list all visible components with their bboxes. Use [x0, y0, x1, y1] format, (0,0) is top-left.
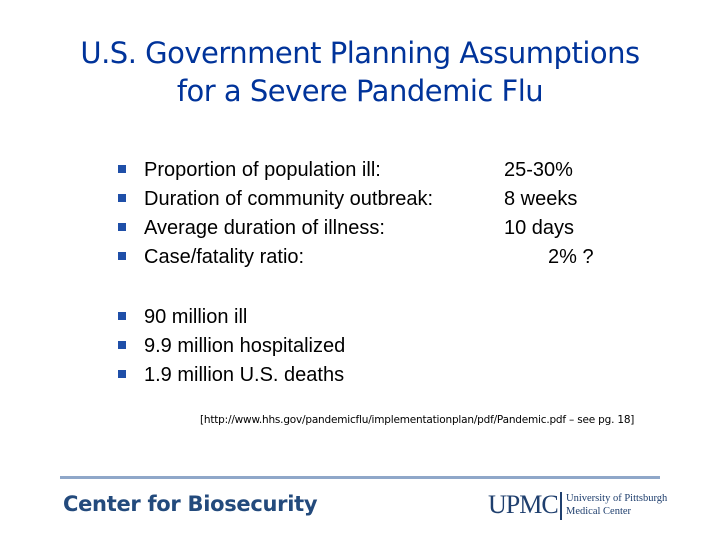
outcome-item: [118, 303, 678, 332]
assumption-item: [118, 214, 678, 243]
center-for-biosecurity-logo: Center for Biosecurity: [63, 492, 318, 516]
square-bullet-icon: [118, 194, 126, 202]
outcome-item: [118, 361, 678, 390]
slide-title: [0, 34, 720, 110]
outcome-item: [118, 332, 678, 361]
assumptions-list: [118, 156, 678, 272]
footer-divider: [60, 476, 660, 479]
slide-title-line-1: U.S. Government Planning Assumptions: [80, 36, 640, 70]
square-bullet-icon: [118, 252, 126, 260]
outcomes-list: [118, 303, 678, 390]
assumption-label: Average duration of illness:: [144, 217, 385, 239]
assumption-item: [118, 156, 678, 185]
outcome-text: 9.9 million hospitalized: [144, 335, 346, 357]
assumption-label: Duration of community outbreak:: [144, 188, 434, 210]
square-bullet-icon: [118, 165, 126, 173]
assumption-item: [118, 243, 678, 272]
square-bullet-icon: [118, 223, 126, 231]
assumption-value: 25-30%: [504, 159, 573, 181]
assumption-label: Proportion of population ill:: [144, 159, 381, 181]
square-bullet-icon: [118, 370, 126, 378]
upmc-logo-divider: [560, 492, 562, 520]
upmc-logo-subtitle-line-1: University of Pittsburgh: [566, 493, 668, 504]
assumption-value: 10 days: [504, 217, 575, 239]
source-citation: [http://www.hhs.gov/pandemicflu/implementationplan/pdf/Pandemic.pdf – see pg. 18]: [200, 414, 635, 426]
upmc-logo: UPMC: [488, 490, 558, 519]
square-bullet-icon: [118, 312, 126, 320]
slide-title-line-2: for a Severe Pandemic Flu: [176, 74, 544, 108]
assumption-label: Case/fatality ratio:: [144, 246, 305, 268]
outcome-text: 90 million ill: [144, 306, 248, 328]
square-bullet-icon: [118, 341, 126, 349]
assumption-value: 2% ?: [548, 246, 594, 268]
upmc-logo-subtitle-line-2: Medical Center: [566, 506, 632, 517]
outcome-text: 1.9 million U.S. deaths: [144, 364, 345, 386]
assumption-item: [118, 185, 678, 214]
assumption-value: 8 weeks: [504, 188, 578, 210]
upmc-logo-subtitle: [566, 492, 667, 518]
